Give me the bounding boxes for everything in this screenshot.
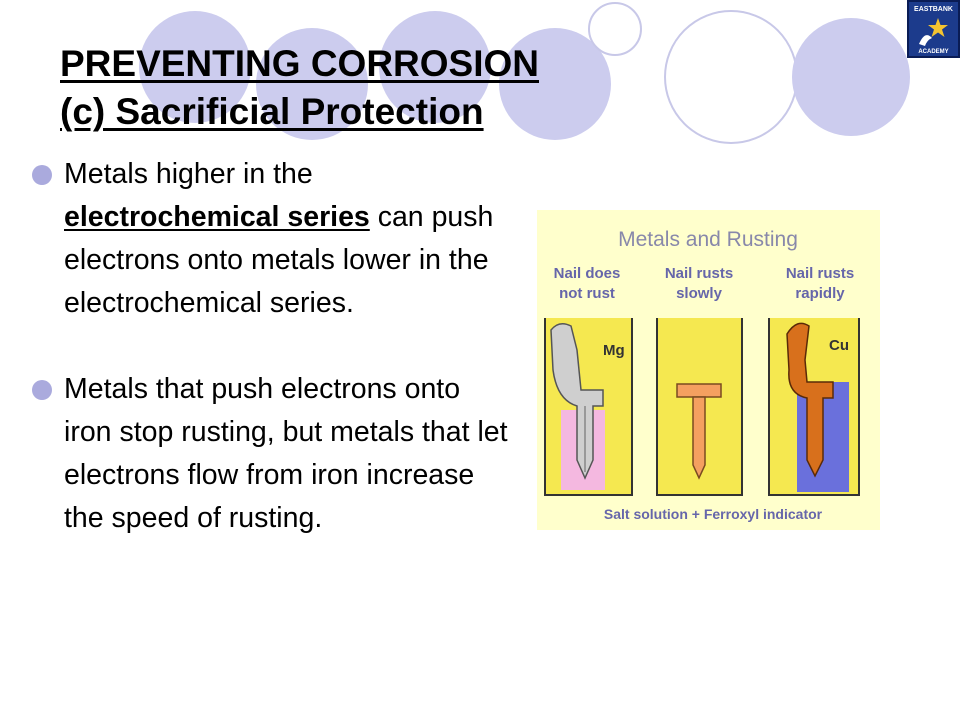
title-line-2: (c) Sacrificial Protection — [60, 91, 484, 132]
beaker-mg — [545, 318, 632, 495]
decorative-circle — [665, 11, 797, 143]
beaker-iron — [657, 318, 742, 495]
decorative-circle — [792, 18, 910, 136]
column-2-label-line1: Nail rusts — [664, 265, 734, 282]
bullet-1-text-end: can push electrons onto metals lower in the electrochemical series. — [64, 201, 494, 319]
slide-title — [60, 40, 539, 136]
column-2-label-line2: slowly — [676, 285, 722, 302]
column-3-label-line1: Nail rusts — [785, 265, 855, 282]
column-3-label-line2: rapidly — [795, 285, 845, 302]
bullet-2-text: Metals that push electrons onto iron stop rusting, but metals that let electrons flow from iron increase the speed of rusting. — [64, 373, 508, 534]
decorative-circle — [589, 3, 641, 55]
bullet-item-2 — [32, 368, 512, 540]
figure-caption: Salt solution + Ferroxyl indicator — [603, 506, 823, 522]
logo-text-bottom: ACADEMY — [918, 49, 949, 55]
bullet-item-1 — [32, 153, 512, 325]
metal-label-mg: Mg — [603, 342, 625, 359]
figure-title: Metals and Rusting — [618, 228, 798, 251]
metals-and-rusting-figure — [537, 210, 880, 530]
bullet-1-text-start: Metals higher in the — [64, 158, 313, 190]
eastbank-academy-logo — [907, 0, 960, 58]
bullet-list — [32, 153, 512, 540]
metal-label-cu: Cu — [829, 337, 849, 354]
beaker-cu — [769, 318, 859, 495]
bullet-icon — [32, 165, 52, 185]
bullet-icon — [32, 380, 52, 400]
logo-text-top: EASTBANK — [914, 6, 953, 13]
column-1-label-line2: not rust — [559, 285, 615, 302]
bullet-1-keyword: electrochemical series — [64, 201, 370, 233]
title-line-1: PREVENTING CORROSION — [60, 43, 539, 84]
column-1-label-line1: Nail does — [553, 265, 621, 282]
